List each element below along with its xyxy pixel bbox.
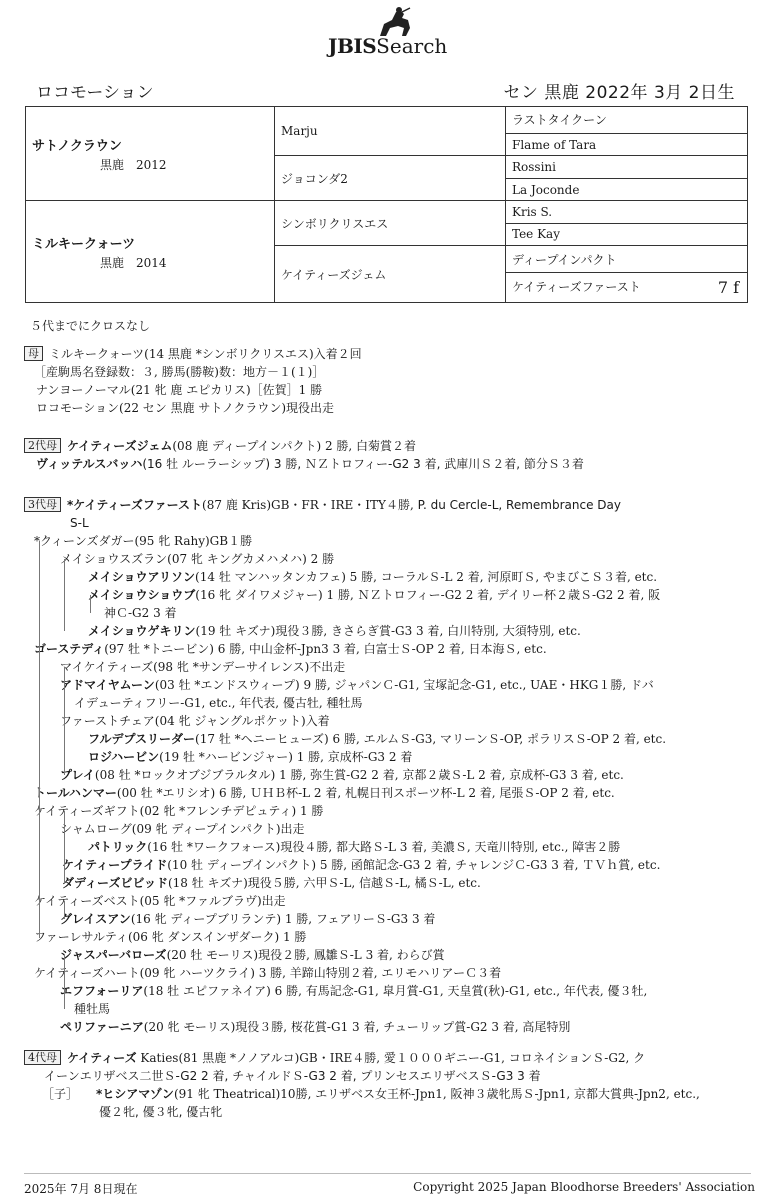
section-tag: 母 bbox=[24, 346, 43, 361]
horse-link[interactable]: ケイティーズジェム bbox=[67, 439, 173, 453]
descendant-row bbox=[24, 676, 744, 694]
descendant-row bbox=[24, 748, 744, 766]
descendant-text: (10 牡 ディープインパクト) 5 勝, 函館記念-G3 2 着, チャレンジＣ-G3 3 着, ＴＶｈ賞, etc. bbox=[167, 858, 661, 872]
descendant-text: (20 牡 モーリス)現役２勝, 鳳雛Ｓ-L 3 着, わらび賞 bbox=[166, 948, 445, 962]
sire-cell[interactable] bbox=[26, 107, 275, 201]
tree-line bbox=[64, 955, 65, 1009]
dam-line: ミルキークォーツ(14 黒鹿 *シンボリクリスエス)入着２回 bbox=[49, 347, 362, 361]
logo-search: Search bbox=[376, 34, 448, 58]
descendant-row bbox=[24, 640, 744, 658]
descendant-text: ケイティーズギフト(02 牝 *フレンチデピュティ) 1 勝 bbox=[34, 804, 324, 818]
descendant-text: (00 牡 *エリシオ) 6 勝, ＵＨＢ杯-L 2 着, 札幌日刊スポーツ杯-L 2 着, 尾張Ｓ-OP 2 着, etc. bbox=[116, 786, 615, 800]
gen3-cell[interactable]: Flame of Tara bbox=[506, 133, 748, 155]
descendant-text: *クィーンズダガー(95 牝 Rahy)GB１勝 bbox=[34, 534, 253, 548]
sire-sub: 黒鹿 2012 bbox=[100, 157, 167, 172]
descendant-text: (19 牡 キズナ)現役３勝, きさらぎ賞-G3 3 着, 白川特別, 大須特別, etc. bbox=[195, 624, 581, 638]
descendant-text: イデューティフリー-G1, etc., 年代表, 優古牡, 種牡馬 bbox=[74, 696, 363, 710]
descendant-text: 神Ｃ-G2 3 着 bbox=[104, 606, 177, 620]
descendant-row bbox=[24, 1018, 744, 1036]
descendant-row bbox=[24, 532, 744, 550]
descendant-row bbox=[24, 622, 744, 640]
descendant-text: (19 牡 *ハービンジャー) 1 勝, 京成杯-G3 2 着 bbox=[159, 750, 413, 764]
sire-dam[interactable]: ジョコンダ2 bbox=[275, 156, 506, 201]
horse-info: セン 黒鹿 2022年 3月 2日生 bbox=[503, 83, 735, 103]
descendant-row bbox=[24, 820, 744, 838]
descendant-text: シャムローグ(09 牝 ディープインパクト)出走 bbox=[60, 822, 305, 836]
horse-link[interactable]: トールハンマー bbox=[34, 786, 117, 800]
sire-sire[interactable]: Marju bbox=[275, 107, 506, 156]
tree-line bbox=[64, 559, 65, 631]
footer-copyright: Copyright 2025 Japan Bloodhorse Breeders' Association bbox=[413, 1180, 755, 1194]
descendant-text: (17 牡 *ヘニーヒューズ) 6 勝, エルムＳ-G3, マリーンＳ-OP, ポラリスＳ-OP 2 着, etc. bbox=[195, 732, 667, 746]
descendant-row bbox=[24, 1000, 744, 1018]
descendant-text: 種牡馬 bbox=[74, 1002, 111, 1016]
descendant-row bbox=[24, 568, 744, 586]
descendant-text: ケイティーズベスト(05 牝 *ファルブラヴ)出走 bbox=[34, 894, 286, 908]
gen3-cell[interactable]: Rossini bbox=[506, 156, 748, 178]
descendant-row bbox=[24, 892, 744, 910]
descendant-row bbox=[24, 910, 744, 928]
fourth-dam-section: 4代母 ケイティーズ Katies(81 黒鹿 *ノノアルコ)GB・IRE４勝, 愛１０００ギニー-G1, コロネイションＳ-G2, ク イーンエリザベス二世Ｓ-G2 2 着, チャイルドＳ-G3 2 着, プリンセスエリザベスＳ-G3 3 着 ［子］ *ヒシアマゾン(91 牝 Theatrical)10勝, エリザベス女王杯-Jpn1, 阪神３歳牝馬Ｓ-Jpn1, 京都大賞典-Jpn2, etc., 優２牝, 優３牝, 優古牝 bbox=[24, 1049, 744, 1121]
horse-link[interactable]: エフフォーリア bbox=[60, 984, 144, 998]
descendant-row bbox=[24, 784, 744, 802]
pedigree-table bbox=[25, 106, 748, 303]
horse-name: ロコモーション bbox=[36, 83, 154, 103]
descendant-text: (97 牡 *トニービン) 6 勝, 中山金杯-Jpn3 3 着, 白富士Ｓ-OP 2 着, 日本海Ｓ, etc. bbox=[104, 642, 547, 656]
gen3-cell[interactable]: ラストタイクーン bbox=[506, 107, 748, 134]
descendant-row bbox=[24, 874, 744, 892]
tree-line bbox=[64, 811, 65, 883]
gen3-cell[interactable]: ディープインパクト bbox=[506, 246, 748, 273]
third-dam-section: 3代母 *ケイティーズファースト(87 鹿 Kris)GB・FR・IRE・ITY４勝, P. du Cercle-L, Remembrance Day S-L *クィーンズダガー(95 牝 Rahy)GB１勝 メイショウスズラン(07 牝 キングカメハメハ) 2 勝 メイショウアリソン(14 牡 マンハッタンカフェ) 5 勝, コーラルＳ-L 2 着, 河原町Ｓ, やまびこＳ３着, etc. メイショウショウブ(16 牝 ダイワメジャー) 1 勝, ＮＺトロフィー-G2 2 着, デイリー杯２歳Ｓ-G2 2 着, 阪 神Ｃ-G2 3 着 メイショウゲキリン(19 牡 キズナ)現役３勝, きさらぎ賞-G3 3 着, 白川特別, 大須特別, etc. ゴーステディ(97 牡 *トニービン) 6 勝, 中山金杯-Jpn3 3 着, 白富士Ｓ-OP 2 着, 日本海Ｓ, etc. マイケイティーズ(98 牝 *サンデーサイレンス)不出走 アドマイヤムーン(03 牡 *エンドスウィープ) 9 勝, ジャパンＣ-G1, 宝塚記念-G1, etc., UAE・HKG１勝, ドバ イデューティフリー-G1, etc., 年代表, 優古牡, 種牡馬 ファーストチェア(04 牝 ジャングルポケット)入着 フルデプスリーダー(17 牡 *ヘニーヒューズ) 6 勝, エルムＳ-G3, マリーンＳ-OP, ポラリスＳ-OP 2 着, etc. ロジハービン(19 牡 *ハービンジャー) 1 勝, 京成杯-G3 2 着 プレイ(08 牡 *ロックオブジブラルタル) 1 勝, 弥生賞-G2 2 着, 京都２歳Ｓ-L 2 着, 京成杯-G3 3 着, etc. トールハンマー(00 牡 *エリシオ) 6 勝, ＵＨＢ杯-L 2 着, 札幌日刊スポーツ杯-L 2 着, 尾張Ｓ-OP 2 着, etc. ケイティーズギフト(02 牝 *フレンチデピュティ) 1 勝 シャムローグ(09 牝 ディープインパクト)出走 パトリック(16 牡 *ワークフォース)現役４勝, 都大路Ｓ-L 3 着, 美濃Ｓ, 天竜川特別, etc., 障害２勝 ケイティープライド(10 牡 ディープインパクト) 5 勝, 函館記念-G3 2 着, チャレンジＣ-G3 3 着, ＴＶｈ賞, etc. ダディーズビビッド(18 牡 キズナ)現役５勝, 六甲Ｓ-L, 信越Ｓ-L, 橘Ｓ-L, etc. ケイティーズベスト(05 牝 *ファルブラヴ)出走 グレイスアン(16 牝 ディープブリランテ) 1 勝, フェアリーＳ-G3 3 着 ファーレサルティ(06 牝 ダンスインザダーク) 1 勝 ジャスパーバローズ(20 牡 モーリス)現役２勝, 鳳雛Ｓ-L 3 着, わらび賞 ケイティーズハート(09 牝 ハーツクライ) 3 勝, 羊蹄山特別２着, エリモハリアーＣ３着 エフフォーリア(18 牡 エピファネイア) 6 勝, 有馬記念-G1, 皐月賞-G1, 天皇賞(秋)-G1, etc., 年代表, 優３牡, 種牡馬 ペリファーニア(20 牝 モーリス)現役３勝, 桜花賞-G1 3 着, チューリップ賞-G2 3 着, 高尾特別 bbox=[24, 496, 744, 1036]
horse-link[interactable]: *ヒシアマゾン bbox=[96, 1087, 174, 1101]
horse-link[interactable]: ヴィッテルスバッハ bbox=[36, 457, 143, 471]
horse-link[interactable]: プレイ bbox=[60, 768, 95, 782]
descendant-row bbox=[24, 604, 744, 622]
tree-line bbox=[64, 829, 65, 847]
tree-line bbox=[64, 721, 65, 757]
descendant-text: (03 牡 *エンドスウィープ) 9 勝, ジャパンＣ-G1, 宝塚記念-G1, etc., UAE・HKG１勝, ドバ bbox=[154, 678, 654, 692]
descendant-row bbox=[24, 550, 744, 568]
horse-link[interactable]: ロジハービン bbox=[88, 750, 160, 764]
horse-link[interactable]: メイショウアリソン bbox=[88, 570, 196, 584]
footer-date: 2025年 7月 8日現在 bbox=[24, 1182, 138, 1196]
horse-link[interactable]: パトリック bbox=[88, 840, 148, 854]
dam-sire[interactable]: シンボリクリスエス bbox=[275, 201, 506, 246]
descendants-list bbox=[24, 532, 744, 1036]
section-tag: 3代母 bbox=[24, 497, 61, 512]
descendant-text: (16 牝 ディープブリランテ) 1 勝, フェアリーＳ-G3 3 着 bbox=[130, 912, 436, 926]
horse-link[interactable]: *ケイティーズファースト bbox=[67, 498, 203, 512]
tree-line bbox=[90, 595, 91, 613]
dam-line: ロコモーション(22 セン 黒鹿 サトノクラウン)現役出走 bbox=[36, 401, 335, 415]
descendant-text: (16 牝 ダイワメジャー) 1 勝, ＮＺトロフィー-G2 2 着, デイリー杯２歳Ｓ-G2 2 着, 阪 bbox=[195, 588, 661, 602]
section-tag: 2代母 bbox=[24, 438, 61, 453]
descendant-text: ファーストチェア(04 牝 ジャングルポケット)入着 bbox=[60, 714, 330, 728]
dam-line: ナンヨーノーマル(21 牝 鹿 エピカリス)［佐賀］1 勝 bbox=[36, 383, 323, 397]
tree-line bbox=[64, 901, 65, 919]
gen3-cell[interactable]: Kris S. bbox=[506, 201, 748, 223]
descendant-row bbox=[24, 586, 744, 604]
horse-link[interactable]: ペリファーニア bbox=[60, 1020, 144, 1034]
footer-divider bbox=[24, 1173, 751, 1174]
dam-sub: 黒鹿 2014 bbox=[100, 255, 167, 270]
descendant-text: ファーレサルティ(06 牝 ダンスインザダーク) 1 勝 bbox=[34, 930, 307, 944]
descendant-row bbox=[24, 802, 744, 820]
descendant-row bbox=[24, 838, 744, 856]
cross-note: ５代までにクロスなし bbox=[30, 319, 151, 333]
descendant-row bbox=[24, 982, 744, 1000]
descendant-row bbox=[24, 928, 744, 946]
descendant-text: マイケイティーズ(98 牝 *サンデーサイレンス)不出走 bbox=[60, 660, 346, 674]
gen3-name: ケイティーズファースト bbox=[512, 280, 641, 295]
descendant-text: (08 牡 *ロックオブジブラルタル) 1 勝, 弥生賞-G2 2 着, 京都２歳Ｓ-L 2 着, 京成杯-G3 3 着, etc. bbox=[94, 768, 624, 782]
section-tag: 4代母 bbox=[24, 1050, 61, 1065]
dam-cell[interactable] bbox=[26, 201, 275, 303]
descendant-text: (16 牡 *ワークフォース)現役４勝, 都大路Ｓ-L 3 着, 美濃Ｓ, 天竜川特別, etc., 障害２勝 bbox=[147, 840, 621, 854]
descendant-row bbox=[24, 712, 744, 730]
descendant-row bbox=[24, 856, 744, 874]
logo-jbis: JBIS bbox=[328, 34, 377, 58]
horse-link[interactable]: ケイティーズ bbox=[67, 1051, 137, 1065]
inbreed-mark: 7 f bbox=[717, 278, 739, 298]
descendant-row bbox=[24, 964, 744, 982]
horse-link[interactable]: ジャスパーバローズ bbox=[60, 948, 167, 962]
gen3-cell[interactable]: Tee Kay bbox=[506, 223, 748, 245]
descendant-text: (20 牝 モーリス)現役３勝, 桜花賞-G1 3 着, チューリップ賞-G2 3 着, 高尾特別 bbox=[143, 1020, 571, 1034]
dam-name: ミルキークォーツ bbox=[32, 236, 136, 252]
horse-link[interactable]: フルデプスリーダー bbox=[88, 732, 196, 746]
dam-section bbox=[24, 345, 744, 417]
descendant-row bbox=[24, 694, 744, 712]
horse-link[interactable]: ケイティープライド bbox=[62, 858, 168, 872]
dam-dam[interactable]: ケイティーズジェム bbox=[275, 246, 506, 303]
horse-link[interactable]: メイショウショウブ bbox=[88, 588, 196, 602]
horse-link[interactable]: アドマイヤムーン bbox=[60, 678, 155, 692]
descendant-text: ケイティーズハート(09 牝 ハーツクライ) 3 勝, 羊蹄山特別２着, エリモハリアーＣ３着 bbox=[34, 966, 502, 980]
descendant-text: メイショウスズラン(07 牝 キングカメハメハ) 2 勝 bbox=[60, 552, 335, 566]
descendant-row bbox=[24, 658, 744, 676]
horse-link[interactable]: グレイスアン bbox=[60, 912, 131, 926]
descendant-text: (18 牡 キズナ)現役５勝, 六甲Ｓ-L, 信越Ｓ-L, 橘Ｓ-L, etc. bbox=[167, 876, 481, 890]
descendant-row bbox=[24, 946, 744, 964]
gen3-cell[interactable] bbox=[506, 273, 748, 303]
horse-link[interactable]: ダディーズビビッド bbox=[62, 876, 168, 890]
descendant-row bbox=[24, 766, 744, 784]
jbis-logo[interactable] bbox=[328, 4, 458, 56]
sire-name: サトノクラウン bbox=[32, 138, 122, 154]
tree-line bbox=[39, 541, 40, 938]
tree-line bbox=[64, 685, 65, 703]
second-dam-section: 2代母 ケイティーズジェム(08 鹿 ディープインパクト) 2 勝, 白菊賞２着 ヴィッテルスバッハ(16 牡 ルーラーシップ) 3 勝, ＮＺトロフィー-G2 3 着, 武庫川Ｓ２着, 節分Ｓ３着 bbox=[24, 437, 744, 473]
descendant-text: (14 牡 マンハッタンカフェ) 5 勝, コーラルＳ-L 2 着, 河原町Ｓ, やまびこＳ３着, etc. bbox=[195, 570, 658, 584]
descendant-row bbox=[24, 730, 744, 748]
dam-line: ［産駒馬名登録数：３, 勝馬(勝鞍)数：地方－１(１)］ bbox=[34, 365, 325, 379]
descendant-text: (18 牡 エピファネイア) 6 勝, 有馬記念-G1, 皐月賞-G1, 天皇賞(秋)-G1, etc., 年代表, 優３牡, bbox=[143, 984, 648, 998]
gen3-cell[interactable]: La Joconde bbox=[506, 178, 748, 200]
horse-link[interactable]: ゴーステディ bbox=[34, 642, 105, 656]
title-row bbox=[36, 78, 735, 102]
horse-link[interactable]: メイショウゲキリン bbox=[88, 624, 196, 638]
